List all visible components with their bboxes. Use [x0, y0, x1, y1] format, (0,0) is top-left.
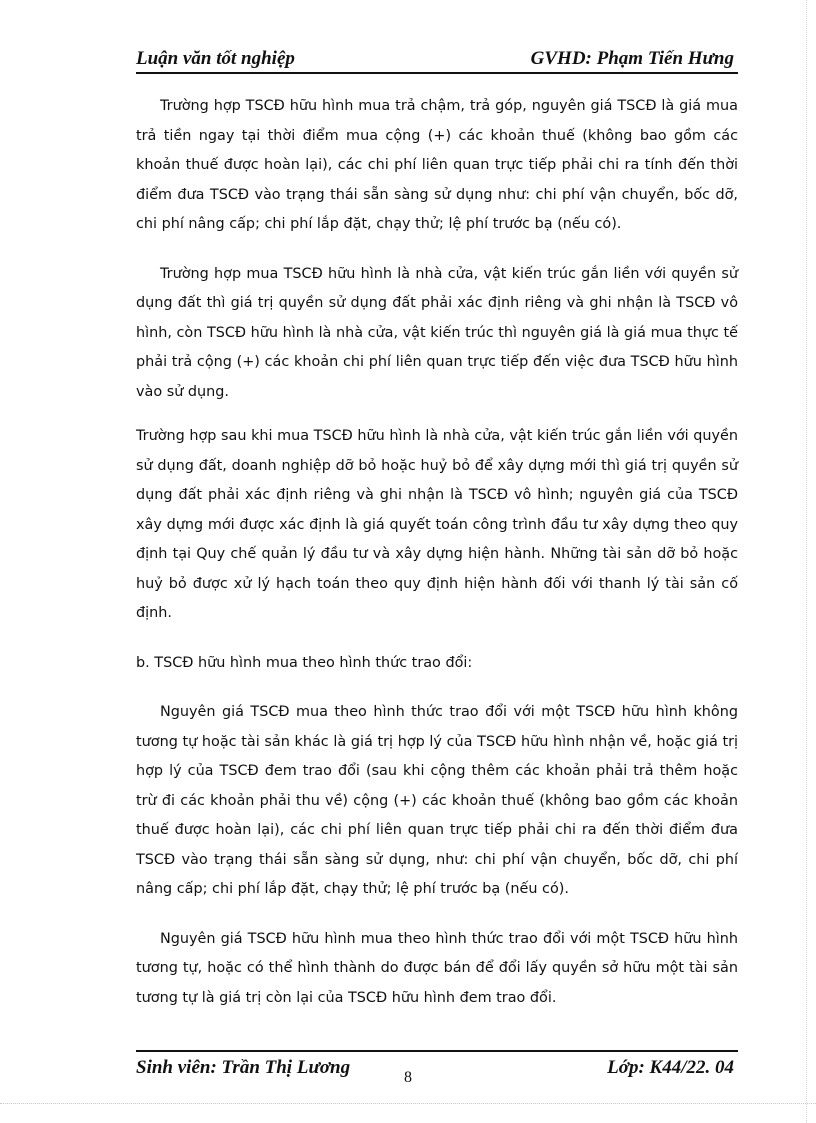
- header-supervisor: GVHD: Phạm Tiến Hưng: [530, 48, 734, 69]
- document-body: [136, 92, 738, 1013]
- paragraph-installment-purchase: Trường hợp TSCĐ hữu hình mua trả chậm, trả góp, nguyên giá TSCĐ là giá mua trả tiền ngay tại thời điểm mua cộng (+) các khoản thuế (không bao gồm các khoản thuế được hoàn lại), các chi phí liên quan trực tiếp phải chi ra tính đến thời điểm đưa TSCĐ vào trạng thái sẵn sàng sử dụng như: chi phí vận chuyển, bốc dỡ, chi phí nâng cấp; chi phí lắp đặt, chạy thử; lệ phí trước bạ (nếu có).: [136, 98, 738, 232]
- page-boundary-right: [806, 0, 807, 1123]
- footer-divider: [136, 1050, 738, 1052]
- paragraph-land-use-rights: Trường hợp mua TSCĐ hữu hình là nhà cửa, vật kiến trúc gắn liền với quyền sử dụng đất thì giá trị quyền sử dụng đất phải xác định riêng và ghi nhận là TSCĐ vô hình, còn TSCĐ hữu hình là nhà cửa, vật kiến trúc thì nguyên giá là giá mua thực tế phải trả cộng (+) các khoản chi phí liên quan trực tiếp đến việc đưa TSCĐ hữu hình vào sử dụng.: [136, 265, 738, 400]
- footer-class: Lớp: K44/22. 04: [607, 1057, 734, 1078]
- paragraph-demolition: Trường hợp sau khi mua TSCĐ hữu hình là nhà cửa, vật kiến trúc gắn liền với quyền sử dụng đất, doanh nghiệp dỡ bỏ hoặc huỷ bỏ để xây dựng mới thì giá trị quyền sử dụng đất phải xác định riêng và ghi nhận là TSCĐ vô hình; nguyên giá của TSCĐ xây dựng mới được xác định là giá quyết toán công trình đầu tư xây dựng theo quy định tại Quy chế quản lý đầu tư và xây dựng hiện hành. Những tài sản dỡ bỏ hoặc huỷ bỏ được xử lý hạch toán theo quy định hiện hành đối với thanh lý tài sản cố định.: [136, 428, 738, 621]
- page-boundary-bottom: [0, 1103, 816, 1104]
- paragraph-exchange-dissimilar: Nguyên giá TSCĐ mua theo hình thức trao đổi với một TSCĐ hữu hình không tương tự hoặc tài sản khác là giá trị hợp lý của TSCĐ hữu hình nhận về, hoặc giá trị hợp lý của TSCĐ đem trao đổi (sau khi cộng thêm các khoản phải trả thêm hoặc trừ đi các khoản phải thu về) cộng (+) các khoản thuế (không bao gồm các khoản thuế được hoàn lại), các chi phí liên quan trực tiếp phải chi ra đến thời điểm đưa TSCĐ vào trạng thái sẵn sàng sử dụng, như: chi phí vận chuyển, bốc dỡ, chi phí nâng cấp; chi phí lắp đặt, chạy thử; lệ phí trước bạ (nếu có).: [136, 704, 738, 897]
- section-heading-b: b. TSCĐ hữu hình mua theo hình thức trao đổi:: [136, 654, 473, 671]
- page-header: [136, 48, 738, 74]
- page-number: 8: [404, 1069, 412, 1086]
- paragraph-exchange-similar: Nguyên giá TSCĐ hữu hình mua theo hình thức trao đổi với một TSCĐ hữu hình tương tự, hoặc có thể hình thành do được bán để đổi lấy quyền sở hữu một tài sản tương tự là giá trị còn lại của TSCĐ hữu hình đem trao đổi.: [136, 930, 738, 1006]
- header-thesis-title: Luận văn tốt nghiệp: [136, 48, 295, 69]
- footer-student: Sinh viên: Trần Thị Lương: [136, 1057, 351, 1078]
